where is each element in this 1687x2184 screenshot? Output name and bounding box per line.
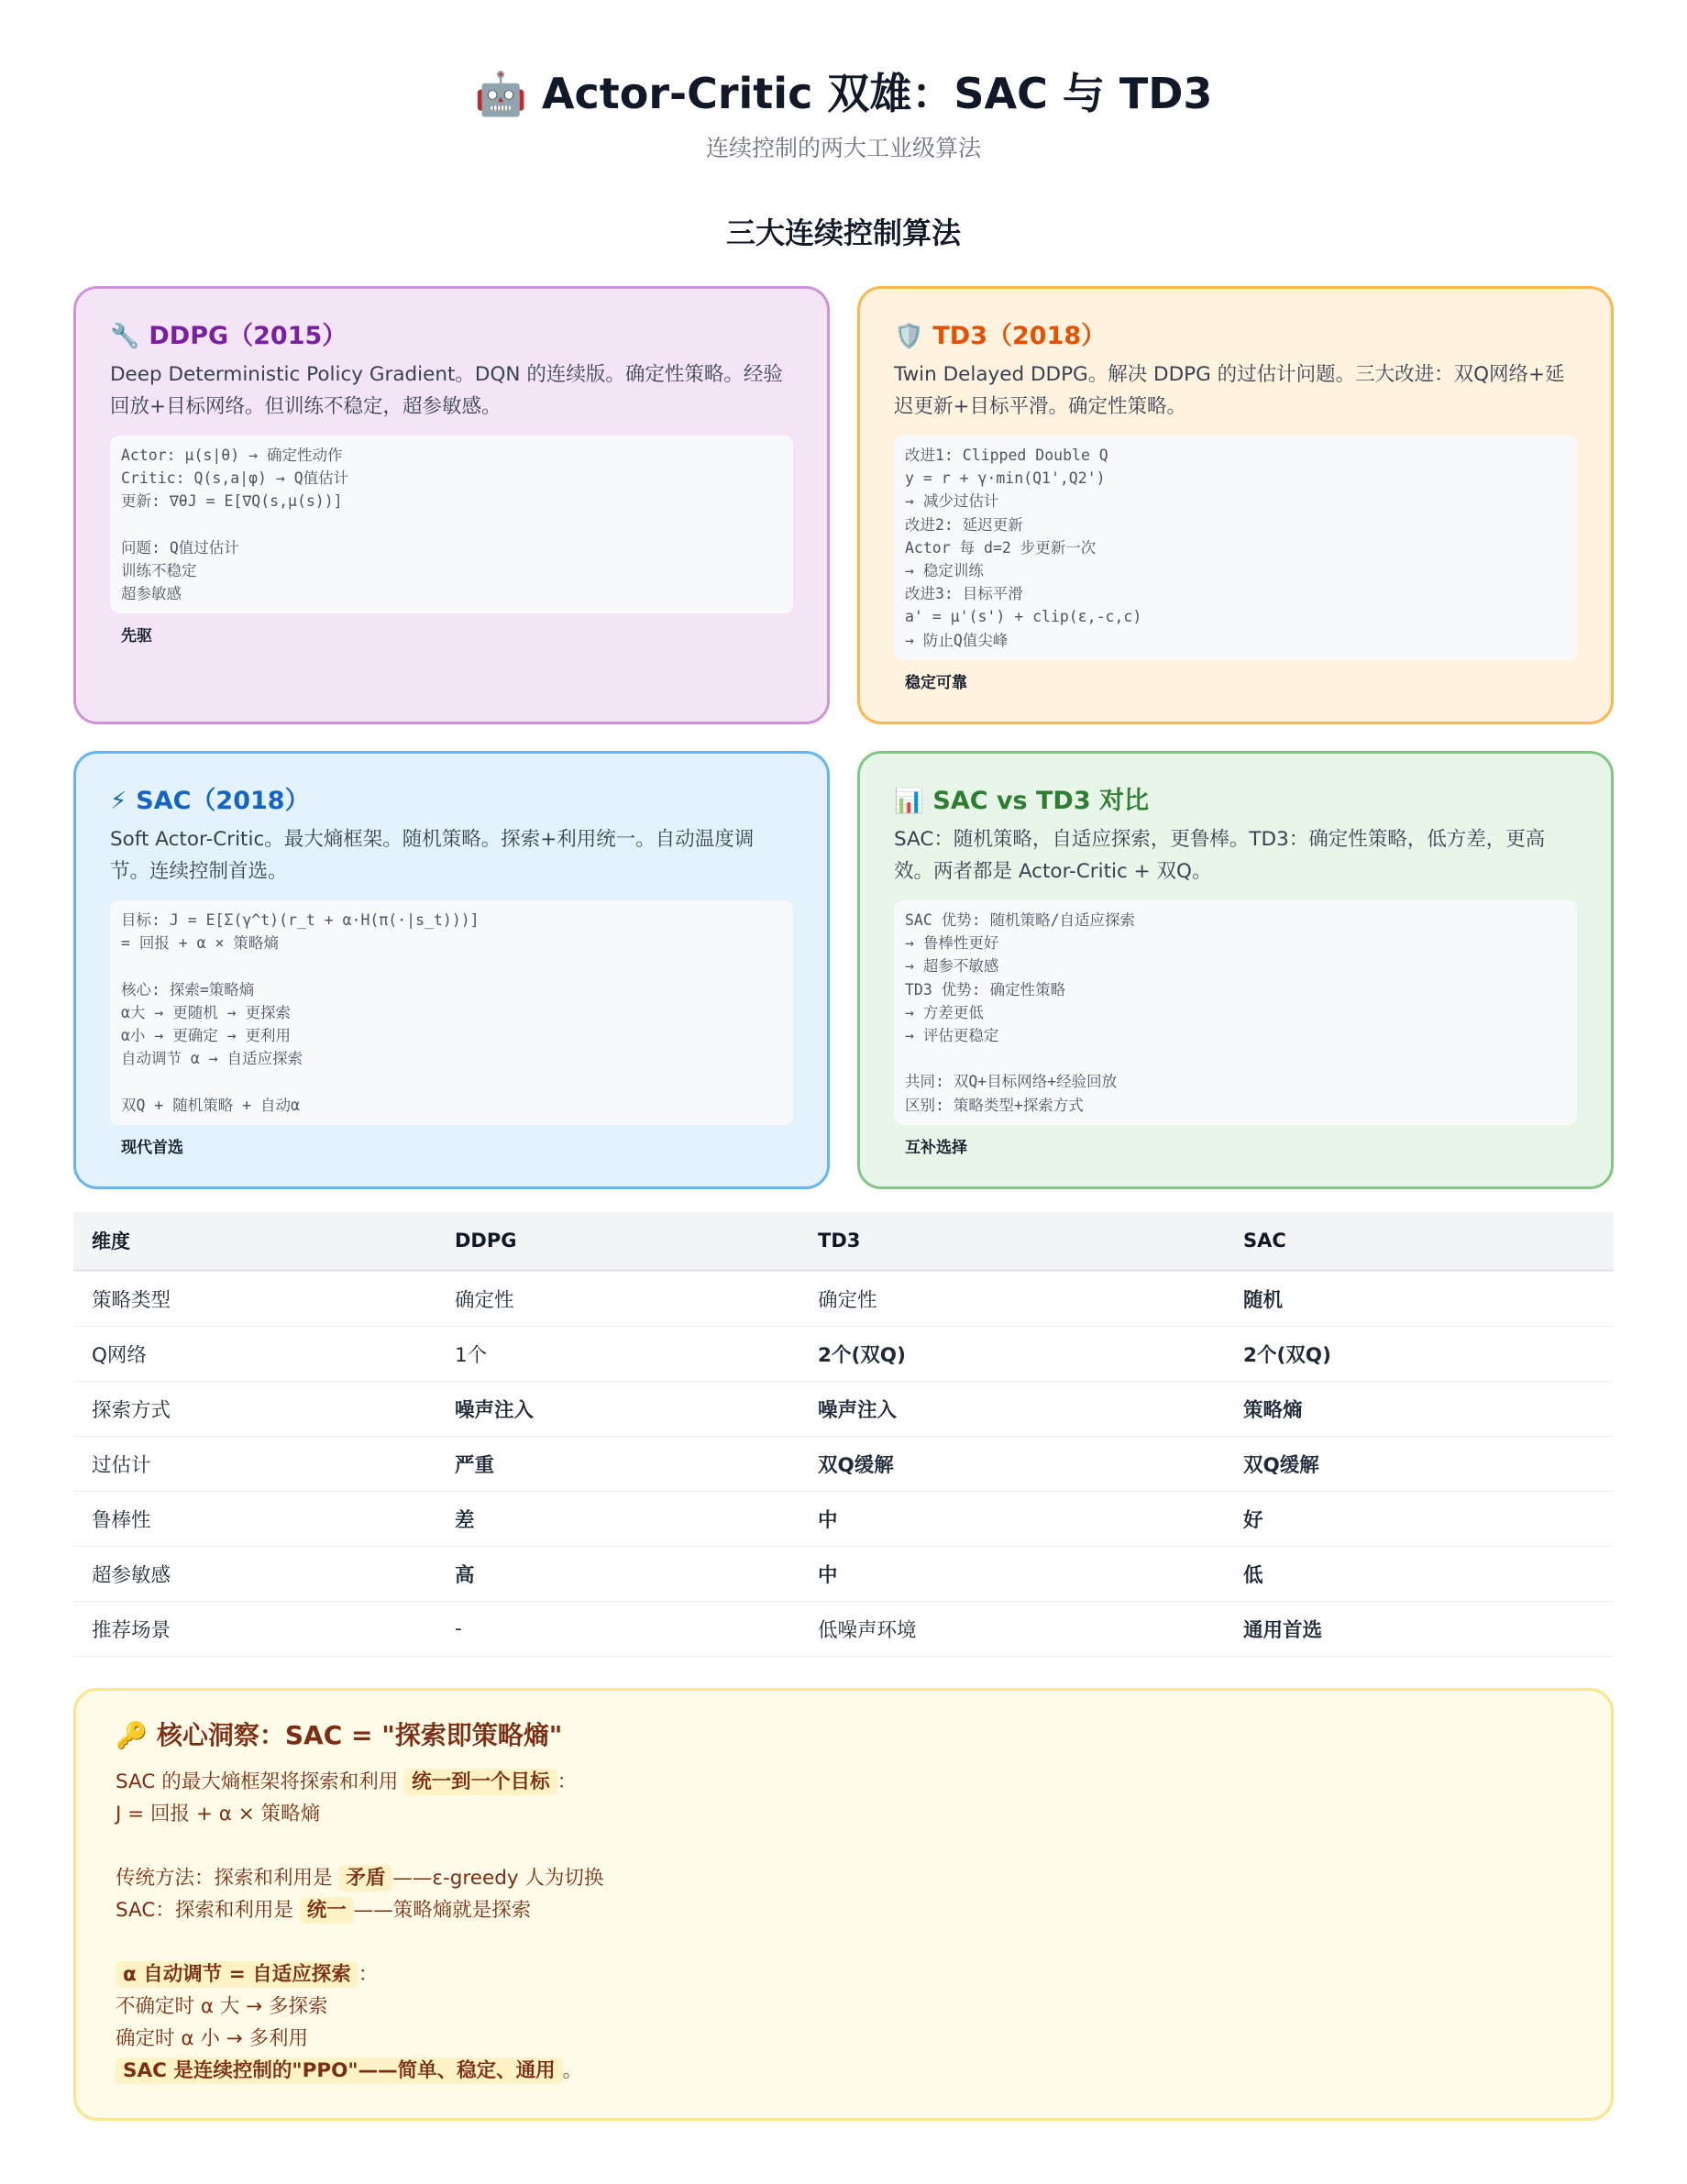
insight-line (116, 1766, 1571, 1798)
comparison-table (73, 1212, 1614, 1657)
insight-line: J = 回报 + α × 策略熵 (116, 1803, 321, 1826)
table-row (73, 1437, 1614, 1492)
table-header-cell: DDPG (436, 1212, 799, 1271)
table-cell: 推荐场景 (73, 1602, 436, 1657)
page-subtitle: 连续控制的两大工业级算法 (705, 135, 981, 161)
card-sac (73, 751, 830, 1189)
insight-text: 。 (562, 2059, 583, 2082)
card-ddpg-title (110, 320, 793, 353)
page-title-text: Actor-Critic 双雄：SAC 与 TD3 (541, 69, 1213, 118)
card-sac-title-text: SAC（2018） (136, 787, 310, 815)
table-cell: 2个(双Q) (1225, 1327, 1614, 1382)
card-ddpg-title-text: DDPG（2015） (149, 322, 347, 350)
insight-line (116, 1958, 1571, 1991)
insight-text: SAC：探索和利用是 (116, 1899, 293, 1922)
card-sac-title (110, 785, 793, 818)
card-compare (857, 751, 1614, 1189)
insight-title (116, 1718, 1571, 1753)
card-ddpg (73, 286, 830, 724)
table-cell: 确定性 (799, 1271, 1225, 1327)
table-cell: 确定性 (436, 1271, 799, 1327)
table-cell: 噪声注入 (799, 1382, 1225, 1437)
robot-icon: 🤖 (474, 69, 527, 118)
insight-line (116, 1862, 1571, 1894)
table-header-cell: 维度 (73, 1212, 436, 1271)
table-row (73, 1547, 1614, 1602)
table-cell: 中 (799, 1492, 1225, 1547)
insight-text: SAC 的最大熵框架将探索和利用 (116, 1770, 399, 1793)
table-cell: 双Q缓解 (799, 1437, 1225, 1492)
lightning-icon: ⚡ (110, 788, 127, 815)
table-row (73, 1602, 1614, 1657)
table-cell: 噪声注入 (436, 1382, 799, 1437)
insight-line: 确定时 α 小 → 多利用 (116, 2027, 309, 2050)
table-header-row (73, 1212, 1614, 1271)
table-cell: Q网络 (73, 1327, 436, 1382)
table-cell: 超参敏感 (73, 1547, 436, 1602)
table-cell: 严重 (436, 1437, 799, 1492)
table-row (73, 1382, 1614, 1437)
insight-line (116, 2055, 1571, 2087)
table-cell: 高 (436, 1547, 799, 1602)
insight-text: ： (557, 1770, 578, 1793)
wrench-icon: 🔧 (110, 323, 140, 350)
card-compare-desc: SAC：随机策略，自适应探索，更鲁棒。TD3：确定性策略，低方差，更高效。两者都是 Actor-Critic + 双Q。 (894, 828, 1546, 883)
insight-text: ——ε-greedy 人为切换 (392, 1867, 604, 1890)
card-td3-title (894, 320, 1577, 353)
card-compare-title (894, 785, 1577, 818)
insight-highlight: α 自动调节 = 自适应探索 (116, 1961, 358, 1988)
insight-line: 不确定时 α 大 → 多探索 (116, 1995, 328, 2018)
card-compare-tag: 互补选择 (905, 1138, 967, 1157)
card-compare-title-text: SAC vs TD3 对比 (932, 787, 1150, 815)
table-cell: 策略熵 (1225, 1382, 1614, 1437)
table-row (73, 1271, 1614, 1327)
card-sac-tag: 现代首选 (121, 1138, 183, 1157)
insight-body (116, 1766, 1571, 2087)
table-cell: 好 (1225, 1492, 1614, 1547)
card-sac-desc: Soft Actor-Critic。最大熵框架。随机策略。探索+利用统一。自动温度调节。连续控制首选。 (110, 828, 755, 883)
card-ddpg-tag: 先驱 (121, 627, 152, 646)
algorithm-cards (73, 286, 1614, 1194)
table-cell: 过估计 (73, 1437, 436, 1492)
table-cell: - (436, 1602, 799, 1657)
table-row (73, 1327, 1614, 1382)
card-compare-code: SAC 优势: 随机策略/自适应探索 → 鲁棒性更好 → 超参不敏感 TD3 优势: 确定性策略 → 方差更低 → 评估更稳定 共同: 双Q+目标网络+经验回放 区别: 策略类型+探索方式 (894, 900, 1577, 1125)
insight-text: ： (358, 1963, 379, 1986)
table-cell: 随机 (1225, 1271, 1614, 1327)
key-icon: 🔑 (116, 1720, 148, 1750)
shield-icon: 🛡️ (894, 323, 924, 350)
table-cell: 通用首选 (1225, 1602, 1614, 1657)
card-td3-title-text: TD3（2018） (932, 322, 1107, 350)
table-cell: 探索方式 (73, 1382, 436, 1437)
insight-title-text: 核心洞察：SAC = "探索即策略熵" (156, 1720, 563, 1750)
spacer (116, 1830, 1571, 1862)
bar-chart-icon: 📊 (894, 788, 924, 815)
header (73, 68, 1614, 251)
insight-highlight: 统一到一个目标 (404, 1769, 557, 1795)
insight-highlight: 统一 (300, 1897, 354, 1924)
page-title (73, 68, 1614, 119)
insight-highlight: 矛盾 (338, 1865, 392, 1892)
card-sac-code: 目标: J = E[Σ(γ^t)(r_t + α·H(π(·|s_t)))] = 回报 + α × 策略熵 核心: 探索=策略熵 α大 → 更随机 → 更探索 α小 → 更确定 → 更利用 自动调节 α → 自适应探索 双Q + 随机策略 + 自动α (110, 900, 793, 1125)
card-ddpg-code: Actor: μ(s|θ) → 确定性动作 Critic: Q(s,a|φ) → Q值估计 更新: ∇θJ = E[∇Q(s,μ(s))] 问题: Q值过估计 训练不稳定 超参敏感 (110, 436, 793, 613)
table-cell: 鲁棒性 (73, 1492, 436, 1547)
table-cell: 低 (1225, 1547, 1614, 1602)
table-cell: 1个 (436, 1327, 799, 1382)
card-td3-desc: Twin Delayed DDPG。解决 DDPG 的过估计问题。三大改进：双Q网络+延迟更新+目标平滑。确定性策略。 (894, 363, 1565, 418)
section-title: 三大连续控制算法 (725, 215, 961, 250)
insight-box (73, 1688, 1614, 2121)
table-cell: 策略类型 (73, 1271, 436, 1327)
card-td3 (857, 286, 1614, 724)
table-cell: 双Q缓解 (1225, 1437, 1614, 1492)
table-cell: 2个(双Q) (799, 1327, 1225, 1382)
insight-text: ——策略熵就是探索 (353, 1899, 532, 1922)
insight-text: 传统方法：探索和利用是 (116, 1867, 333, 1890)
insight-line (116, 1894, 1571, 1926)
insight-highlight: SAC 是连续控制的"PPO"——简单、稳定、通用 (116, 2057, 563, 2084)
card-ddpg-desc: Deep Deterministic Policy Gradient。DQN 的连续版。确定性策略。经验回放+目标网络。但训练不稳定，超参敏感。 (110, 363, 783, 418)
card-td3-code: 改进1: Clipped Double Q y = r + γ·min(Q1',Q2') → 减少过估计 改进2: 延迟更新 Actor 每 d=2 步更新一次 → 稳定训练 改进3: 目标平滑 a' = μ'(s') + clip(ε,-c,c) → 防止Q值尖峰 (894, 436, 1577, 660)
table-header-cell: SAC (1225, 1212, 1614, 1271)
table-cell: 低噪声环境 (799, 1602, 1225, 1657)
table-row (73, 1492, 1614, 1547)
table-header-cell: TD3 (799, 1212, 1225, 1271)
card-td3-tag: 稳定可靠 (905, 673, 967, 692)
spacer (116, 1926, 1571, 1958)
table-cell: 中 (799, 1547, 1225, 1602)
table-cell: 差 (436, 1492, 799, 1547)
page (73, 0, 1614, 2082)
